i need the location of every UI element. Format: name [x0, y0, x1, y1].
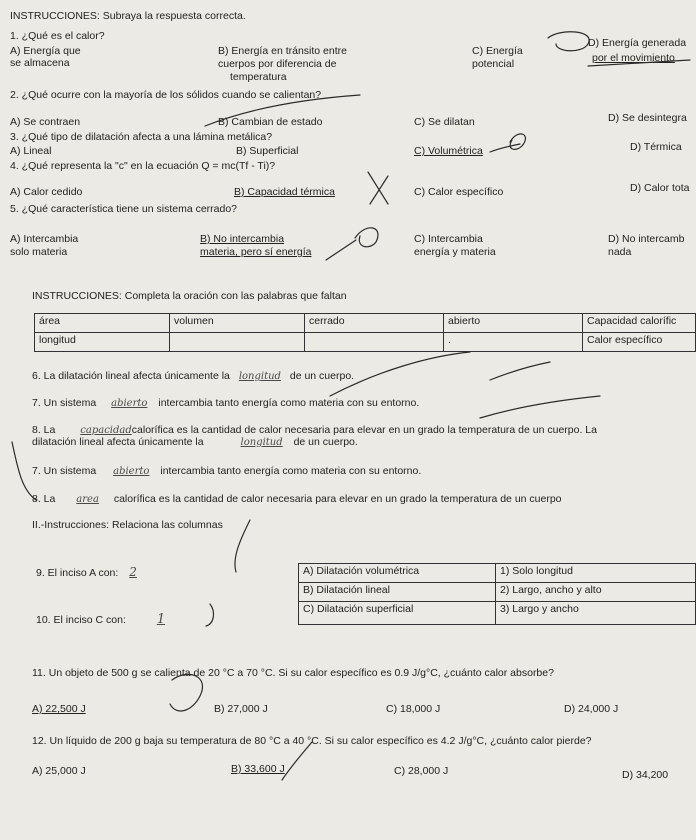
- word-bank-row: [35, 333, 696, 352]
- q2-option-b[interactable]: B) Cambian de estado: [218, 116, 323, 128]
- q1-option-a-line2: se almacena: [10, 57, 70, 69]
- q1-question: 1. ¿Qué es el calor?: [10, 30, 105, 42]
- q5-option-a[interactable]: A) Intercambia: [10, 233, 79, 245]
- q8-line2-answer[interactable]: longitud: [240, 437, 283, 448]
- q8-sentence-line2: dilatación lineal afecta únicamente la longitud de un cuerpo.: [32, 436, 358, 448]
- q5-option-b[interactable]: B) No intercambia: [200, 233, 285, 245]
- q11-option-b[interactable]: B) 27,000 J: [214, 703, 268, 715]
- q8-sweep-mark: [480, 396, 600, 418]
- q8b-sentence: 8. La area calorífica es la cantidad de calor necesaria para elevar en un grado la temperatura de un cuerpo: [32, 493, 562, 505]
- q4-option-a[interactable]: A) Calor cedido: [10, 186, 83, 198]
- q5-option-d[interactable]: D) No intercamb: [608, 233, 685, 245]
- word-bank-cell: [170, 333, 305, 352]
- q5-option-a-line2: solo materia: [10, 246, 68, 258]
- q1-option-a[interactable]: A) Energía que: [10, 45, 81, 57]
- q3-option-c[interactable]: C) Volumétrica: [414, 145, 483, 157]
- word-bank-table: [34, 313, 696, 352]
- q5-question: 5. ¿Qué característica tiene un sistema cerrado?: [10, 203, 238, 215]
- word-bank-row: [35, 314, 696, 333]
- q9-answer[interactable]: 2: [129, 565, 137, 579]
- word-bank-cell: longitud: [35, 333, 170, 352]
- q5-option-d-line2: nada: [608, 246, 632, 258]
- match-left-cell: A) Dilatación volumétrica: [299, 564, 496, 583]
- q11-option-a[interactable]: A) 22,500 J: [32, 703, 86, 715]
- q4-option-b[interactable]: B) Capacidad térmica: [234, 186, 335, 198]
- q5-line-mark: [326, 240, 356, 260]
- q7b-answer[interactable]: abierto: [113, 466, 150, 477]
- q12-slash-mark: [282, 742, 312, 780]
- word-bank-cell: abierto: [444, 314, 583, 333]
- q8-sentence: 8. La capacidadcalorífica es la cantidad de calor necesaria para elevar en un grado la temperatura de un cuerpo. La: [32, 424, 597, 436]
- q12-option-d[interactable]: D) 34,200: [622, 769, 669, 781]
- q1-circle-mark: [548, 32, 589, 51]
- match-row: [299, 564, 696, 583]
- q10-scribble-mark: [206, 604, 213, 626]
- q10-answer[interactable]: 1: [156, 612, 166, 627]
- q11-option-d[interactable]: D) 24,000 J: [564, 703, 619, 715]
- word-bank-cell: [305, 333, 444, 352]
- q7-answer[interactable]: abierto: [111, 398, 148, 409]
- q3-option-b[interactable]: B) Superficial: [236, 145, 299, 157]
- q5-circle-mark: [355, 228, 378, 247]
- q5-option-c-line2: energía y materia: [414, 246, 496, 258]
- q4-cross-mark: [368, 172, 388, 204]
- q12-option-c[interactable]: C) 28,000 J: [394, 765, 449, 777]
- q10-label: 10. El inciso C con: 1: [36, 612, 166, 627]
- q11-option-c[interactable]: C) 18,000 J: [386, 703, 441, 715]
- q3-tick-mark: [490, 144, 520, 152]
- q5-option-b-line2: materia, pero sí energía: [200, 246, 312, 258]
- q6-sentence: 6. La dilatación lineal afecta únicamente la longitud de un cuerpo.: [32, 370, 355, 382]
- q3-option-a[interactable]: A) Lineal: [10, 145, 52, 157]
- q1-option-b-line2: cuerpos por diferencia de: [218, 58, 337, 70]
- q11-circle-mark: [170, 674, 203, 711]
- q1-option-c-line2: potencial: [472, 58, 515, 70]
- section3-slash-mark: [235, 520, 250, 572]
- word-bank-cell: Capacidad calorífic: [583, 314, 696, 333]
- q12-option-a[interactable]: A) 25,000 J: [32, 765, 86, 777]
- word-bank-cell: .: [444, 333, 583, 352]
- q2-option-a[interactable]: A) Se contraen: [10, 116, 81, 128]
- instructions-3: II.-Instrucciones: Relaciona las columnas: [32, 519, 223, 531]
- q1-option-b-line3: temperatura: [230, 71, 287, 83]
- word-bank-cell: área: [35, 314, 170, 333]
- q2-option-c[interactable]: C) Se dilatan: [414, 116, 475, 128]
- match-left-cell: C) Dilatación superficial: [299, 602, 496, 625]
- q1-option-d[interactable]: D) Energía generada: [588, 37, 687, 49]
- q7-sentence: 7. Un sistema abierto intercambia tanto energía como materia con su entorno.: [32, 397, 420, 409]
- word-bank-cell: cerrado: [305, 314, 444, 333]
- q9-label: 9. El inciso A con: 2: [36, 565, 137, 579]
- q1-option-c[interactable]: C) Energía: [472, 45, 523, 57]
- q4-equation: Q = mc(Tf - Ti)?: [201, 160, 276, 172]
- q3-circle-mark: [510, 134, 525, 149]
- q1-option-d-line2: por el movimiento: [592, 52, 675, 64]
- match-row: [299, 583, 696, 602]
- q11-question: 11. Un objeto de 500 g se calienta de 20 °C a 70 °C. Si su calor específico es 0.9 J/g°C, ¿cuánto calor absorbe?: [32, 667, 554, 679]
- q8b-answer[interactable]: area: [76, 494, 99, 505]
- q6-sweep-mark-2: [490, 362, 550, 380]
- q12-option-b[interactable]: B) 33,600 J: [231, 763, 285, 775]
- match-right-cell: 3) Largo y ancho: [496, 602, 696, 625]
- q2-option-d[interactable]: D) Se desintegra: [608, 112, 687, 124]
- instructions-1: INSTRUCCIONES: Subraya la respuesta correcta.: [10, 10, 246, 22]
- q5-option-c[interactable]: C) Intercambia: [414, 233, 483, 245]
- q1-option-b[interactable]: B) Energía en tránsito entre: [218, 45, 347, 57]
- q4-option-c[interactable]: C) Calor específico: [414, 186, 504, 198]
- q3-question: 3. ¿Qué tipo de dilatación afecta a una lámina metálica?: [10, 131, 273, 143]
- q2-question: 2. ¿Qué ocurre con la mayoría de los sólidos cuando se calientan?: [10, 89, 322, 101]
- match-row: [299, 602, 696, 625]
- match-right-cell: 2) Largo, ancho y alto: [496, 583, 696, 602]
- word-bank-cell: volumen: [170, 314, 305, 333]
- q4-option-d[interactable]: D) Calor tota: [630, 182, 690, 194]
- word-bank-cell: Calor específico: [583, 333, 696, 352]
- q12-question: 12. Un líquido de 200 g baja su temperatura de 80 °C a 40 °C. Si su calor específico es 4.2 J/g°C, ¿cuánto calor pierde?: [32, 735, 592, 747]
- q7b-sentence: 7. Un sistema abierto intercambia tanto energía como materia con su entorno.: [32, 465, 422, 477]
- q6-answer[interactable]: longitud: [238, 371, 281, 382]
- match-left-cell: B) Dilatación lineal: [299, 583, 496, 602]
- instructions-2: INSTRUCCIONES: Completa la oración con las palabras que faltan: [32, 290, 347, 302]
- q3-option-d[interactable]: D) Térmica: [630, 141, 682, 153]
- match-right-cell: 1) Solo longitud: [496, 564, 696, 583]
- q4-question: 4. ¿Qué representa la "c" en la ecuación Q = mc(Tf - Ti)?: [10, 160, 276, 172]
- q8-answer[interactable]: capacidad: [80, 425, 132, 436]
- q4-cross-mark-2: [370, 176, 388, 204]
- match-table: [298, 563, 696, 625]
